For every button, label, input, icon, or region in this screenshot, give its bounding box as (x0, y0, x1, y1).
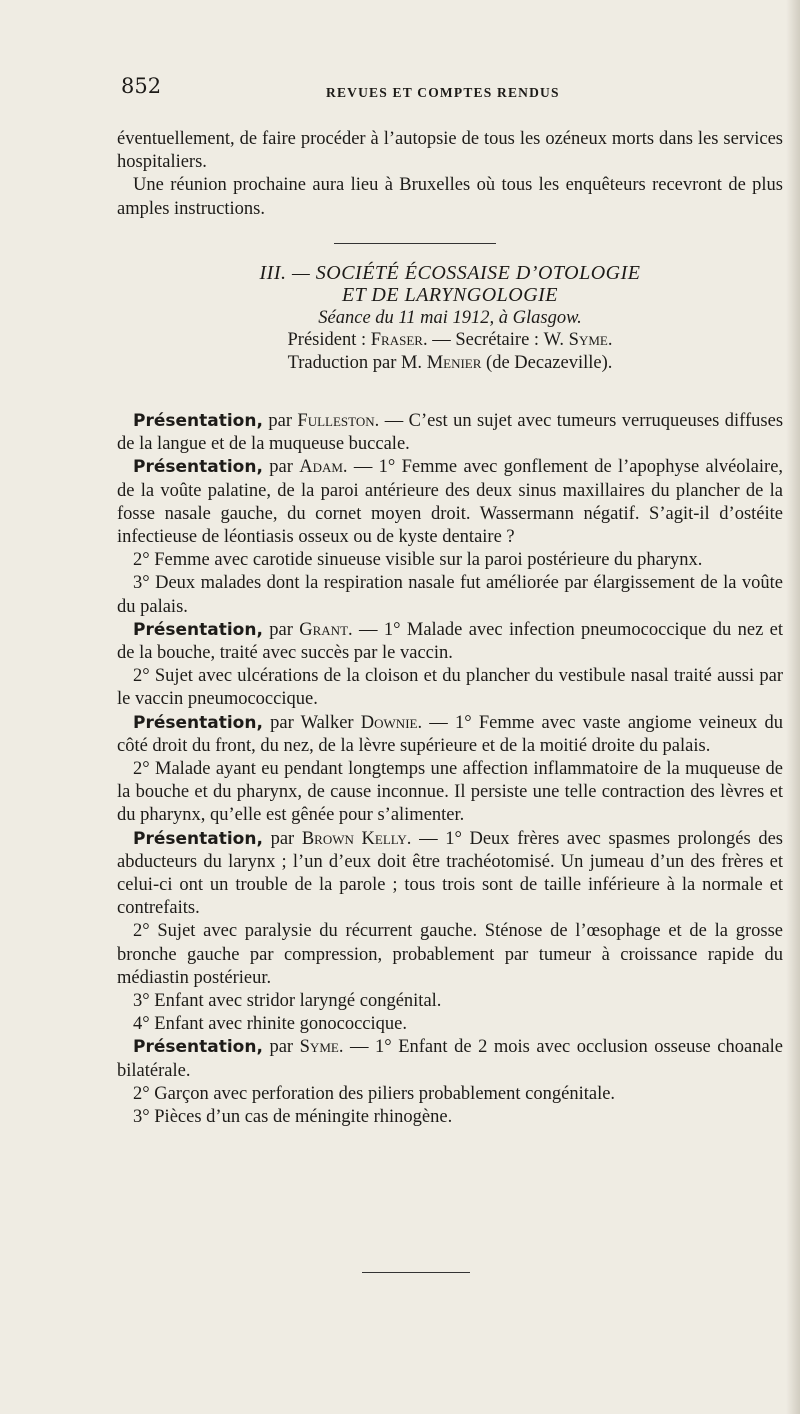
officers-line (117, 329, 783, 351)
case-paragraph: 3° Enfant avec stridor laryngé congénital. (133, 991, 442, 1012)
secretary-label: — Secrétaire : (432, 330, 540, 351)
intro-paragraph-1: éventuellement, de faire procéder à l’autopsie de tous les ozéneux morts dans les services hospitaliers. (117, 129, 783, 173)
section-heading (117, 262, 783, 374)
presenter-name: Adam. (299, 457, 348, 478)
presentation-keyword: Présentation, (133, 619, 263, 640)
case-paragraph: 4° Enfant avec rhinite gonococcique. (133, 1014, 407, 1035)
intro-text (117, 128, 783, 221)
presentation-paragraph: Présentation, par Grant. — 1° Malade avec infection pneumococcique du nez et de la bouche, traité avec succès par le vaccin. (117, 619, 783, 664)
translation-line (117, 352, 783, 374)
presenter-name: Syme. (299, 1037, 344, 1058)
translation-place: (de Decazeville). (486, 352, 613, 373)
presentation-paragraph: Présentation, par Syme. — 1° Enfant de 2 mois avec occlusion osseuse choanale bilatérale. (117, 1037, 784, 1081)
session-date: Séance du 11 mai 1912, à Glasgow. (318, 307, 582, 328)
page-number: 852 (121, 74, 162, 98)
page-header (121, 74, 786, 110)
presentation-keyword: Présentation, (133, 411, 263, 431)
presentation-keyword: Présentation, (133, 828, 263, 849)
president-name: Fraser. (370, 330, 428, 351)
case-paragraph: 2° Femme avec carotide sinueuse visible sur la paroi postérieure du pharynx. (133, 550, 703, 571)
case-paragraph: 3° Deux malades dont la respiration nasale fut améliorée par élargissement de la voûte du palais. (117, 573, 783, 617)
secretary-name: W. Syme. (543, 330, 613, 351)
presentations-list (117, 410, 783, 1129)
presentation-keyword: Présentation, (133, 1037, 263, 1058)
presentation-paragraph: Présentation, par Adam. — 1° Femme avec gonflement de l’apophyse alvéolaire, de la voûte palatine, de la paroi antérieure des deux sinus maxillaires du plancher de la fosse nasale gauche, du cornet moyen droit. Wassermann négatif. S’agit-il d’ostéite infectieuse de léontiasis osseux ou de kyste dentaire ? (117, 457, 784, 548)
presenter-name: Brown Kelly. (301, 828, 412, 849)
presenter-name: Fulleston. (297, 411, 380, 431)
presentation-paragraph: Présentation, par Walker Downie. — 1° Femme avec vaste angiome veineux du côté droit du front, du nez, de la lèvre supérieure et de la moitié droite du palais. (117, 712, 783, 756)
case-paragraph: 3° Pièces d’un cas de méningite rhinogène. (133, 1107, 453, 1128)
presentation-keyword: Présentation, (133, 457, 263, 478)
case-paragraph: 2° Malade ayant eu pendant longtemps une affection inflammatoire de la muqueuse de la bouche et du pharynx, de cause inconnue. Il persiste une telle contraction des lèvres et du pharynx, qu’elle est gênée pour s’alimenter. (117, 759, 783, 826)
translation-label: Traduction par M. (287, 352, 423, 373)
case-paragraph: 2° Garçon avec perforation des piliers probablement congénitale. (133, 1083, 616, 1104)
presentation-paragraph: Présentation, par Brown Kelly. — 1° Deux frères avec spasmes prolongés des abducteurs du larynx ; l’un d’eux doit être trachéotomisé. Un jumeau d’un des frères et celui-ci ont un trouble de la parole ; tous trois sont de taille inférieure à la normale et contrefaits. (117, 828, 784, 919)
intro-paragraph-2: Une réunion prochaine aura lieu à Bruxelles où tous les enquêteurs recevront de plus amples instructions. (117, 175, 783, 219)
running-title: REVUES ET COMPTES RENDUS (326, 85, 560, 100)
presenter-name: Grant. (299, 619, 353, 640)
presentation-paragraph: Présentation, par Fulleston. — C’est un sujet avec tumeurs verruqueuses diffuses de la langue et de la muqueuse buccale. (117, 411, 784, 455)
presenter-name: Downie. (360, 712, 423, 733)
section-title-line-2: ET DE LARYNGOLOGIE (341, 284, 559, 307)
presentation-keyword: Présentation, (133, 712, 263, 733)
case-paragraph: 2° Sujet avec paralysie du récurrent gauche. Sténose de l’œsophage et de la grosse bronche gauche par compression, probablement par tumeur à croissance rapide du médiastin postérieur. (117, 921, 783, 988)
translator-name: Menier (426, 352, 482, 373)
section-title-line-1: III. — SOCIÉTÉ ÉCOSSAISE D’OTOLOGIE (259, 262, 641, 284)
separator-rule (334, 243, 496, 244)
end-rule (362, 1272, 470, 1273)
president-label: Président : (287, 330, 367, 351)
case-paragraph: 2° Sujet avec ulcérations de la cloison et du plancher du vestibule nasal traité aussi par le vaccin pneumococcique. (117, 666, 783, 710)
